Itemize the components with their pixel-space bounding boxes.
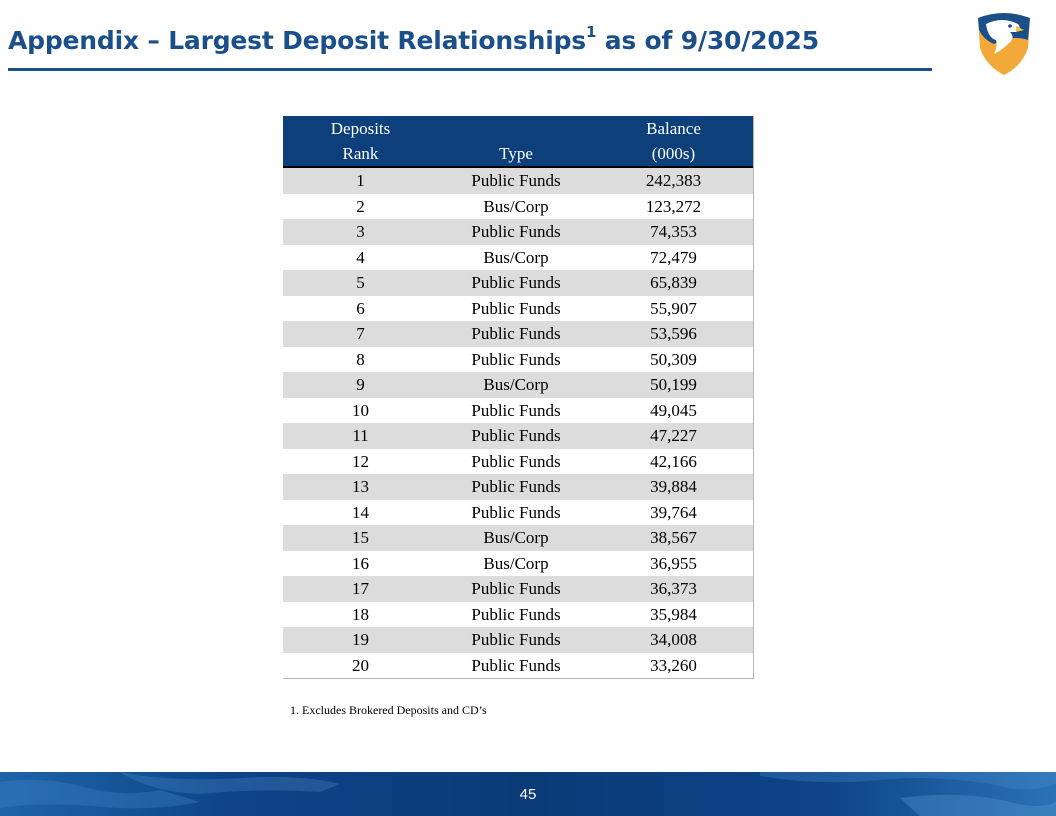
header-balance: Balance — [594, 116, 753, 141]
balance-cell: 242,383 — [594, 167, 753, 194]
balance-cell: 72,479 — [594, 245, 753, 271]
rank-cell: 1 — [283, 167, 438, 194]
type-cell: Public Funds — [438, 167, 594, 194]
balance-cell: 39,764 — [594, 500, 753, 526]
table-row — [283, 500, 753, 526]
type-cell: Bus/Corp — [438, 525, 594, 551]
rank-cell: 13 — [283, 474, 438, 500]
type-cell: Public Funds — [438, 347, 594, 373]
table-row — [283, 551, 753, 577]
type-cell: Public Funds — [438, 398, 594, 424]
type-cell: Public Funds — [438, 576, 594, 602]
type-cell: Public Funds — [438, 602, 594, 628]
rank-cell: 12 — [283, 449, 438, 475]
balance-cell: 36,373 — [594, 576, 753, 602]
balance-cell: 42,166 — [594, 449, 753, 475]
table-row — [283, 423, 753, 449]
rank-cell: 2 — [283, 194, 438, 220]
rank-cell: 10 — [283, 398, 438, 424]
header-deposits: Deposits — [283, 116, 438, 141]
table-row — [283, 474, 753, 500]
rank-cell: 3 — [283, 219, 438, 245]
title-footnote-marker: 1 — [585, 23, 597, 41]
rank-cell: 16 — [283, 551, 438, 577]
header-balance-units: (000s) — [594, 141, 753, 167]
balance-cell: 50,199 — [594, 372, 753, 398]
page-title-date: as of 9/30/2025 — [596, 26, 819, 55]
rank-cell: 20 — [283, 653, 438, 679]
table-row — [283, 270, 753, 296]
rank-cell: 11 — [283, 423, 438, 449]
balance-cell: 36,955 — [594, 551, 753, 577]
type-cell: Bus/Corp — [438, 551, 594, 577]
footnote: 1. Excludes Brokered Deposits and CD’s — [290, 703, 487, 717]
deposits-table — [283, 116, 753, 678]
balance-cell: 50,309 — [594, 347, 753, 373]
balance-cell: 34,008 — [594, 627, 753, 653]
type-cell: Bus/Corp — [438, 372, 594, 398]
type-cell: Public Funds — [438, 627, 594, 653]
rank-cell: 4 — [283, 245, 438, 271]
table-row — [283, 296, 753, 322]
type-cell: Bus/Corp — [438, 245, 594, 271]
balance-cell: 35,984 — [594, 602, 753, 628]
type-cell: Public Funds — [438, 296, 594, 322]
balance-cell: 74,353 — [594, 219, 753, 245]
header-blank — [438, 116, 594, 141]
balance-cell: 47,227 — [594, 423, 753, 449]
type-cell: Public Funds — [438, 474, 594, 500]
rank-cell: 6 — [283, 296, 438, 322]
header-type: Type — [438, 141, 594, 167]
rank-cell: 14 — [283, 500, 438, 526]
header-rank: Rank — [283, 141, 438, 167]
table-row — [283, 219, 753, 245]
table-row — [283, 398, 753, 424]
type-cell: Public Funds — [438, 500, 594, 526]
header-row — [283, 116, 753, 141]
type-cell: Public Funds — [438, 219, 594, 245]
table-row — [283, 372, 753, 398]
balance-cell: 38,567 — [594, 525, 753, 551]
balance-cell: 65,839 — [594, 270, 753, 296]
header-row — [283, 141, 753, 167]
balance-cell: 49,045 — [594, 398, 753, 424]
table-row — [283, 347, 753, 373]
eagle-shield-icon — [972, 10, 1036, 76]
rank-cell: 5 — [283, 270, 438, 296]
page-title — [8, 23, 819, 55]
table-row — [283, 167, 753, 194]
table-row — [283, 194, 753, 220]
type-cell: Public Funds — [438, 653, 594, 679]
table-row — [283, 653, 753, 679]
type-cell: Public Funds — [438, 423, 594, 449]
rank-cell: 19 — [283, 627, 438, 653]
table-row — [283, 525, 753, 551]
table-row — [283, 602, 753, 628]
balance-cell: 53,596 — [594, 321, 753, 347]
type-cell: Public Funds — [438, 449, 594, 475]
balance-cell: 55,907 — [594, 296, 753, 322]
rank-cell: 15 — [283, 525, 438, 551]
rank-cell: 7 — [283, 321, 438, 347]
rank-cell: 8 — [283, 347, 438, 373]
table-row — [283, 576, 753, 602]
table-row — [283, 449, 753, 475]
deposits-table-container — [283, 116, 754, 679]
balance-cell: 123,272 — [594, 194, 753, 220]
balance-cell: 33,260 — [594, 653, 753, 679]
rank-cell: 17 — [283, 576, 438, 602]
type-cell: Bus/Corp — [438, 194, 594, 220]
type-cell: Public Funds — [438, 270, 594, 296]
title-underline — [8, 68, 932, 71]
footer-bar — [0, 772, 1056, 816]
table-row — [283, 245, 753, 271]
balance-cell: 39,884 — [594, 474, 753, 500]
rank-cell: 9 — [283, 372, 438, 398]
type-cell: Public Funds — [438, 321, 594, 347]
table-row — [283, 627, 753, 653]
rank-cell: 18 — [283, 602, 438, 628]
page-title-main: Appendix – Largest Deposit Relationships — [8, 26, 586, 55]
page-number: 45 — [519, 786, 537, 803]
table-row — [283, 321, 753, 347]
